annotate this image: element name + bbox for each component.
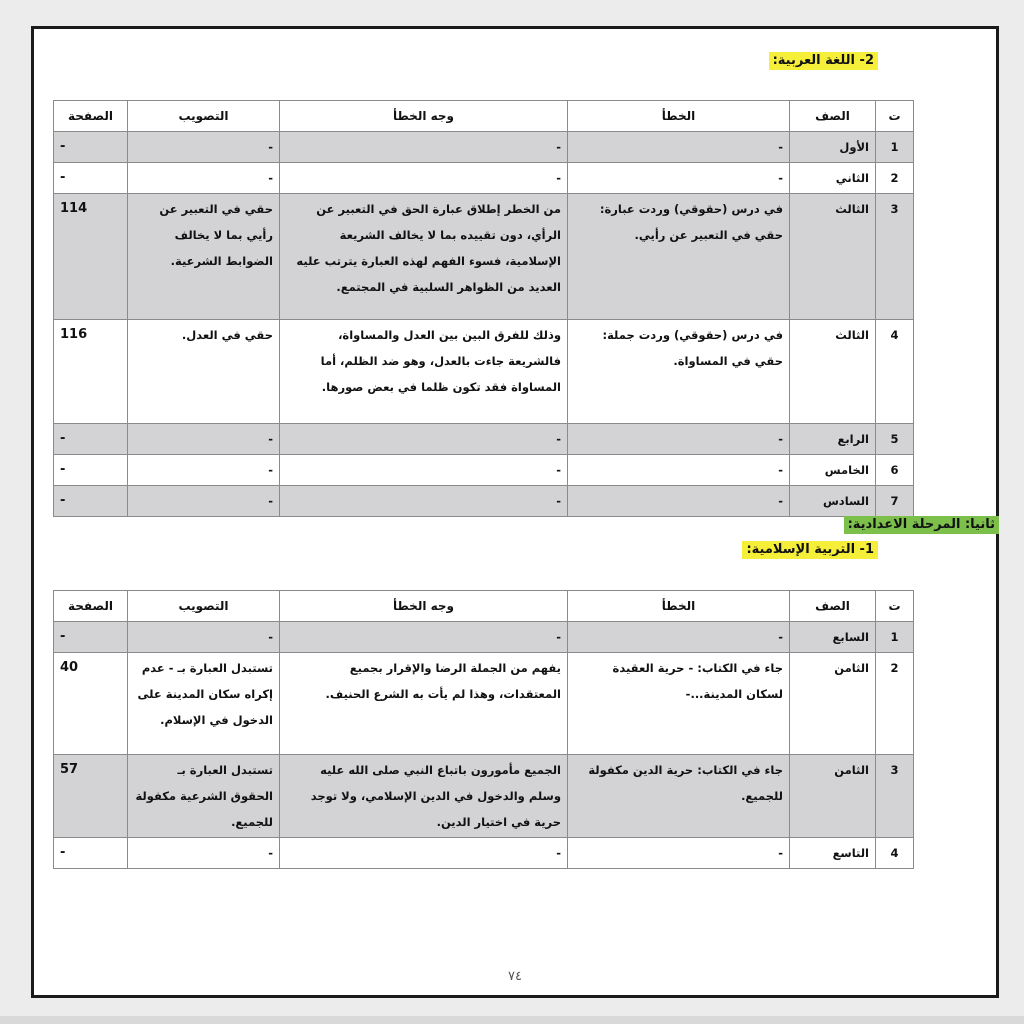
cell-page: - <box>54 486 128 517</box>
cell-page: - <box>54 455 128 486</box>
cell-reason: - <box>280 455 568 486</box>
cell-page: 114 <box>54 194 128 320</box>
table-row <box>54 320 914 424</box>
header-error: الخطأ <box>568 591 790 622</box>
preparatory-stage-heading: ثانيا: المرحلة الاعدادية: <box>844 516 999 534</box>
islamic-education-heading: 1- التربية الإسلامية: <box>742 541 878 559</box>
cell-num: 4 <box>876 838 914 869</box>
cell-reason: من الخطر إطلاق عبارة الحق في التعبير عن الرأي، دون تقييده بما لا يخالف الشريعة الإسلامية، فسوء الفهم لهذه العبارة يترتب عليه العديد من الظواهر السلبية في المجتمع. <box>280 194 568 320</box>
cell-error: - <box>568 163 790 194</box>
header-num: ت <box>876 591 914 622</box>
cell-page: - <box>54 132 128 163</box>
cell-correction: - <box>128 455 280 486</box>
header-error: الخطأ <box>568 101 790 132</box>
cell-grade: الرابع <box>790 424 876 455</box>
cell-reason: - <box>280 486 568 517</box>
cell-num: 4 <box>876 320 914 424</box>
cell-grade: الثالث <box>790 320 876 424</box>
header-num: ت <box>876 101 914 132</box>
cell-correction: حقي في العدل. <box>128 320 280 424</box>
cell-correction: تستبدل العبارة بـ الحقوق الشرعية مكفولة للجميع. <box>128 755 280 838</box>
arabic-language-table <box>53 100 914 517</box>
cell-reason: يفهم من الجملة الرضا والإقرار بجميع المعتقدات، وهذا لم يأت به الشرع الحنيف. <box>280 653 568 755</box>
document-page <box>31 26 999 998</box>
cell-error: - <box>568 486 790 517</box>
cell-page: - <box>54 838 128 869</box>
cell-num: 5 <box>876 424 914 455</box>
cell-error: - <box>568 838 790 869</box>
table-row <box>54 163 914 194</box>
table-row <box>54 755 914 838</box>
header-grade: الصف <box>790 591 876 622</box>
cell-reason: - <box>280 163 568 194</box>
table-row <box>54 622 914 653</box>
cell-num: 1 <box>876 132 914 163</box>
header-grade: الصف <box>790 101 876 132</box>
cell-error: - <box>568 622 790 653</box>
cell-page: 40 <box>54 653 128 755</box>
table-row <box>54 486 914 517</box>
table-row <box>54 132 914 163</box>
cell-correction: تستبدل العبارة بـ - عدم إكراه سكان المدينة على الدخول في الإسلام. <box>128 653 280 755</box>
table-row <box>54 455 914 486</box>
cell-grade: الأول <box>790 132 876 163</box>
cell-grade: التاسع <box>790 838 876 869</box>
cell-correction: - <box>128 622 280 653</box>
cell-correction: - <box>128 486 280 517</box>
cell-error: - <box>568 132 790 163</box>
cell-reason: - <box>280 424 568 455</box>
cell-correction: - <box>128 163 280 194</box>
cell-error: في درس (حقوقي) وردت عبارة: حقي في التعبير عن رأيي. <box>568 194 790 320</box>
cell-page: 116 <box>54 320 128 424</box>
cell-num: 2 <box>876 163 914 194</box>
scan-bottom-edge <box>0 1016 1024 1024</box>
cell-num: 3 <box>876 755 914 838</box>
cell-reason: الجميع مأمورون باتباع النبي صلى الله عليه وسلم والدخول في الدين الإسلامي، ولا توجد حرية في اختيار الدين. <box>280 755 568 838</box>
cell-error: - <box>568 455 790 486</box>
header-correction: التصويب <box>128 101 280 132</box>
cell-page: - <box>54 622 128 653</box>
cell-page: - <box>54 163 128 194</box>
arabic-language-heading: 2- اللغة العربية: <box>769 52 878 70</box>
cell-grade: الثامن <box>790 653 876 755</box>
table-header-row <box>54 591 914 622</box>
cell-grade: الثالث <box>790 194 876 320</box>
page-number: ٧٤ <box>508 969 522 984</box>
cell-reason: وذلك للفرق البين بين العدل والمساواة، فالشريعة جاءت بالعدل، وهو ضد الظلم، أما المساواة فقد تكون ظلما في بعض صورها. <box>280 320 568 424</box>
cell-correction: - <box>128 838 280 869</box>
cell-num: 7 <box>876 486 914 517</box>
header-correction: التصويب <box>128 591 280 622</box>
cell-page: - <box>54 424 128 455</box>
cell-grade: السابع <box>790 622 876 653</box>
header-page: الصفحة <box>54 591 128 622</box>
header-page: الصفحة <box>54 101 128 132</box>
table-row <box>54 838 914 869</box>
cell-grade: السادس <box>790 486 876 517</box>
cell-grade: الثاني <box>790 163 876 194</box>
cell-correction: - <box>128 132 280 163</box>
table-header-row <box>54 101 914 132</box>
cell-num: 6 <box>876 455 914 486</box>
header-reason: وجه الخطأ <box>280 101 568 132</box>
cell-grade: الخامس <box>790 455 876 486</box>
cell-grade: الثامن <box>790 755 876 838</box>
cell-num: 3 <box>876 194 914 320</box>
islamic-education-table <box>53 590 914 869</box>
cell-error: - <box>568 424 790 455</box>
cell-correction: - <box>128 424 280 455</box>
cell-num: 2 <box>876 653 914 755</box>
cell-num: 1 <box>876 622 914 653</box>
header-reason: وجه الخطأ <box>280 591 568 622</box>
cell-correction: حقي في التعبير عن رأيي بما لا يخالف الضوابط الشرعية. <box>128 194 280 320</box>
table-row <box>54 653 914 755</box>
cell-page: 57 <box>54 755 128 838</box>
table-row <box>54 194 914 320</box>
cell-reason: - <box>280 132 568 163</box>
table-row <box>54 424 914 455</box>
cell-reason: - <box>280 838 568 869</box>
cell-reason: - <box>280 622 568 653</box>
cell-error: جاء في الكتاب: حرية الدين مكفولة للجميع. <box>568 755 790 838</box>
cell-error: جاء في الكتاب: - حرية العقيدة لسكان المدينة...- <box>568 653 790 755</box>
cell-error: في درس (حقوقي) وردت جملة: حقي في المساواة. <box>568 320 790 424</box>
